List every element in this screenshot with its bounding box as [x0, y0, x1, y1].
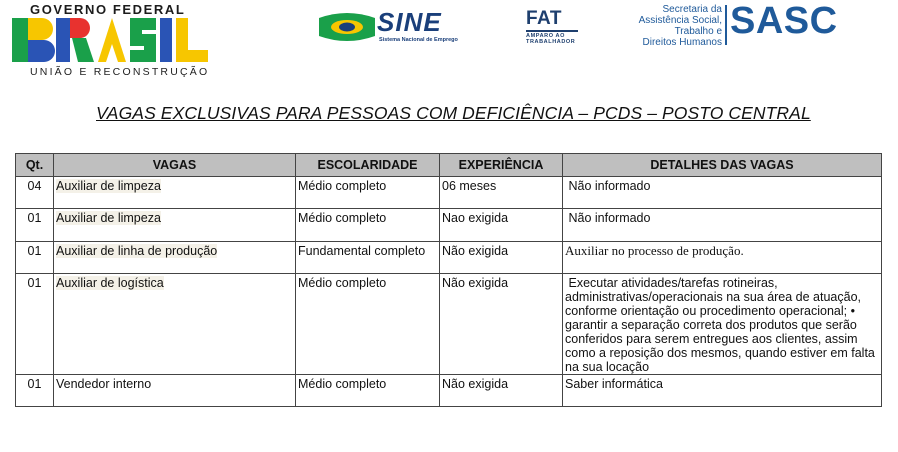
cell-qt: 01 [16, 375, 54, 407]
sine-logo [317, 7, 482, 46]
fat-subtitle [526, 33, 575, 45]
cell-vaga [54, 242, 296, 274]
cell-escolaridade: Médio completo [296, 274, 440, 375]
cell-escolaridade: Médio completo [296, 375, 440, 407]
cell-experiencia: Não exigida [440, 242, 563, 274]
cell-experiencia: Nao exigida [440, 209, 563, 242]
cell-detalhes: Auxiliar no processo de produção. [563, 242, 882, 274]
sasc-divider [725, 5, 727, 45]
cell-detalhes: Não informado [563, 209, 882, 242]
sine-wordmark: SINE [377, 7, 442, 37]
header-escolaridade: ESCOLARIDADE [296, 154, 440, 177]
sasc-secretaria-text: Secretaria da Assistência Social, Trabalho e Direitos Humanos [638, 4, 722, 48]
cell-qt: 01 [16, 242, 54, 274]
header-experiencia: EXPERIÊNCIA [440, 154, 563, 177]
cell-experiencia: Não exigida [440, 375, 563, 407]
vaga-label: Auxiliar de limpeza [56, 211, 161, 225]
cell-qt: 04 [16, 177, 54, 209]
cell-qt: 01 [16, 274, 54, 375]
table-header-row [16, 154, 882, 177]
gov-subtitle: UNIÃO E RECONSTRUÇÃO [30, 66, 210, 78]
header-detalhes: DETALHES DAS VAGAS [563, 154, 882, 177]
table-row [16, 274, 882, 375]
fat-logo [524, 10, 584, 46]
cell-experiencia: 06 meses [440, 177, 563, 209]
document-title: VAGAS EXCLUSIVAS PARA PESSOAS COM DEFICIÊNCIA – PCDS – POSTO CENTRAL [96, 103, 811, 123]
table-row [16, 177, 882, 209]
header-vagas: VAGAS [54, 154, 296, 177]
cell-vaga [54, 274, 296, 375]
cell-vaga [54, 209, 296, 242]
cell-qt: 01 [16, 209, 54, 242]
cell-escolaridade: Fundamental completo [296, 242, 440, 274]
governo-federal-logo [12, 2, 217, 80]
sasc-wordmark: SASC [730, 0, 838, 42]
vaga-label: Vendedor interno [56, 377, 152, 391]
vagas-table [15, 153, 882, 407]
header-qt: Qt. [16, 154, 54, 177]
table-row [16, 375, 882, 407]
cell-detalhes: Executar atividades/tarefas rotineiras, administrativas/operacionais na sua área de atuação, conforme orientação ou procedimento operacional; • garantir a separação correta dos produtos que serão conferidos para serem entregues aos clientes, assim como a reposição dos mesmos, quando estiver em falta na sua locação [563, 274, 882, 375]
table-row [16, 242, 882, 274]
cell-detalhes: Saber informática [563, 375, 882, 407]
cell-vaga [54, 177, 296, 209]
vaga-label: Auxiliar de limpeza [56, 179, 161, 193]
cell-escolaridade: Médio completo [296, 177, 440, 209]
vaga-label: Auxiliar de logística [56, 276, 164, 290]
cell-escolaridade: Médio completo [296, 209, 440, 242]
vaga-label: Auxiliar de linha de produção [56, 244, 218, 258]
cell-detalhes: Não informado [563, 177, 882, 209]
gov-top-text: GOVERNO FEDERAL [30, 2, 186, 17]
fat-subtitle-line-1: AMPARO AO [526, 33, 566, 39]
cell-vaga [54, 375, 296, 407]
fat-divider [526, 30, 578, 32]
cell-experiencia: Não exigida [440, 274, 563, 375]
sine-subtitle: Sistema Nacional de Emprego [379, 37, 458, 43]
table-row [16, 209, 882, 242]
sine-flag-icon [317, 10, 377, 44]
sasc-logo [638, 0, 840, 50]
fat-subtitle-line-2: TRABALHADOR [526, 39, 576, 45]
brasil-wordmark [12, 16, 212, 64]
fat-wordmark: FAT [526, 8, 562, 29]
